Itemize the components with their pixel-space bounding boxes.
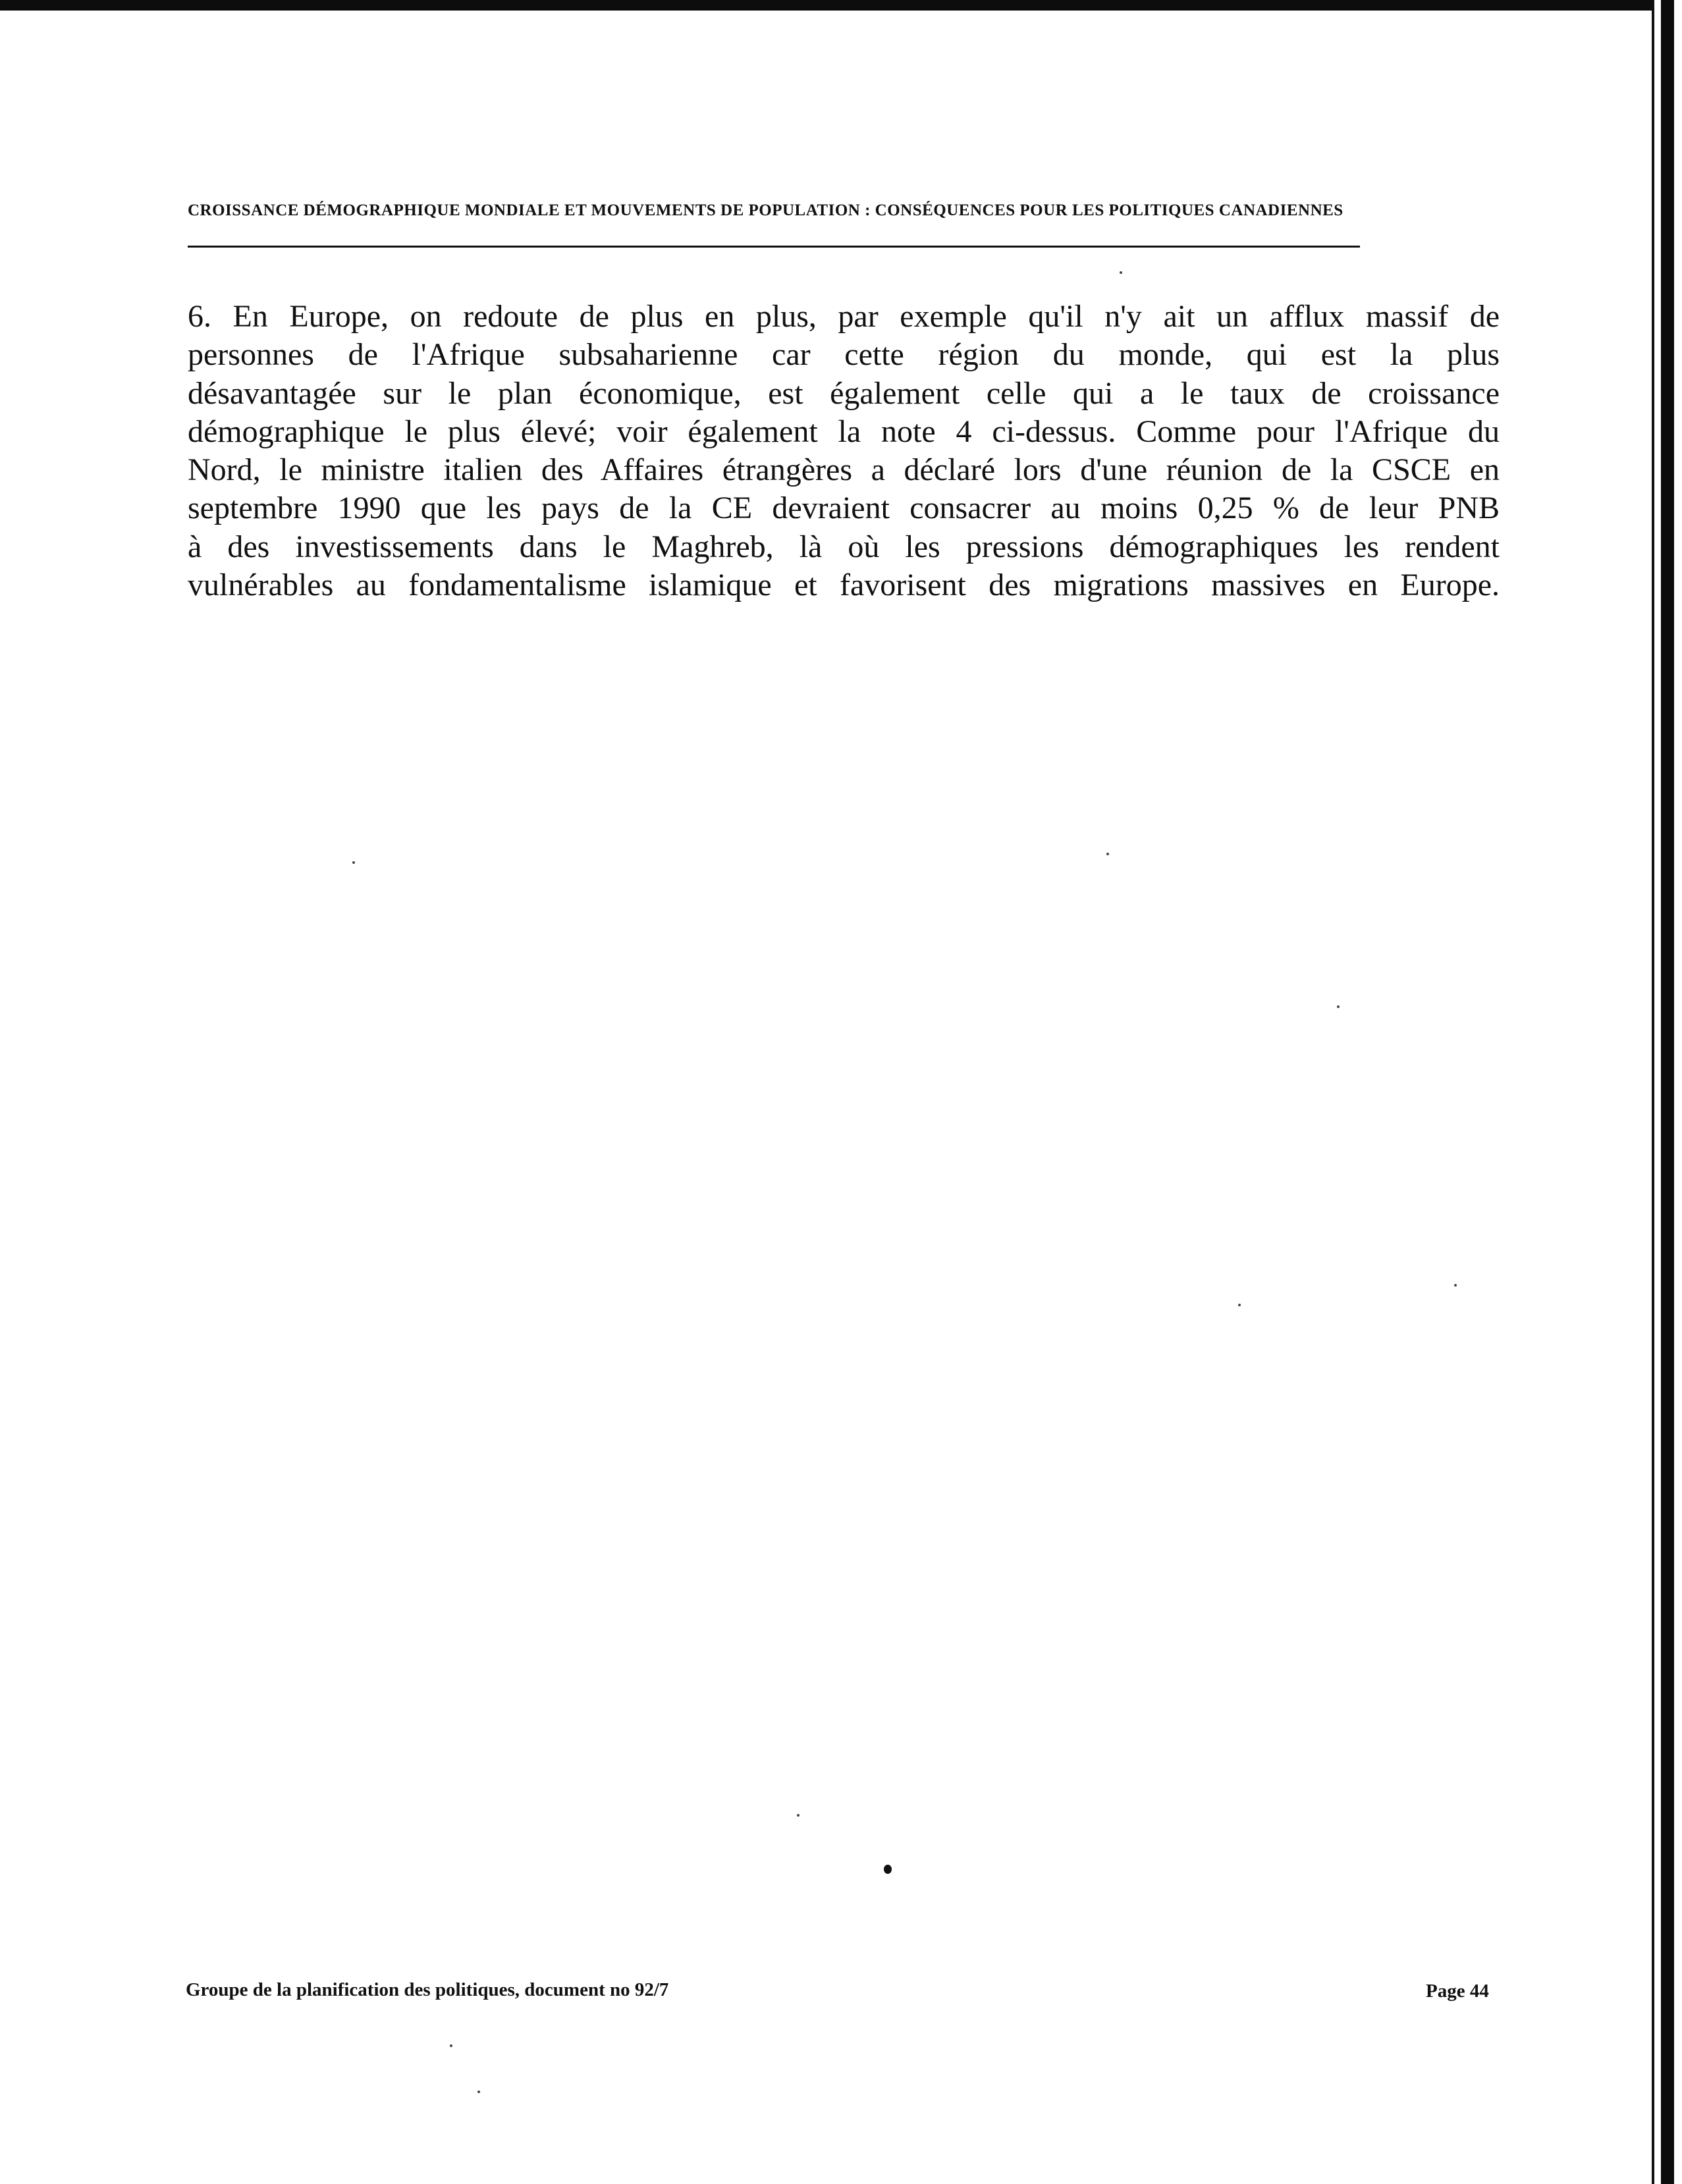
speck [1238, 1304, 1241, 1306]
header-divider [188, 246, 1360, 248]
scan-right-border [1652, 0, 1682, 2184]
paragraph-line: 6. En Europe, on redoute de plus en plus, par exemple qu'il n'y ait un afflux massif de [188, 299, 1500, 334]
footer-document-reference: Groupe de la planification des politiques, document no 92/7 [186, 1979, 669, 2000]
paragraph-line: personnes de l'Afrique subsaharienne car cette région du monde, qui est la plus [188, 337, 1500, 373]
page-number: Page 44 [1426, 1981, 1489, 2002]
paragraph-line: septembre 1990 que les pays de la CE devraient consacrer au moins 0,25 % de leur PNB [188, 491, 1500, 526]
speck [884, 1865, 892, 1874]
paragraph-line: démographique le plus élevé; voir également la note 4 ci-dessus. Comme pour l'Afrique du [188, 413, 1500, 449]
paragraph-line: vulnérables au fondamentalisme islamique et favorisent des migrations massives en Europe. [188, 568, 1500, 603]
running-header: CROISSANCE DÉMOGRAPHIQUE MONDIALE ET MOUVEMENTS DE POPULATION : CONSÉQUENCES POUR LES POLITIQUES CANADIENNES [188, 201, 1343, 219]
speck [1454, 1284, 1457, 1287]
paragraph-line: à des investissements dans le Maghreb, là où les pressions démographiques les rendent [188, 529, 1500, 564]
speck [797, 1814, 800, 1817]
speck [1120, 271, 1122, 274]
paragraph-line: désavantagée sur le plan économique, est également celle qui a le taux de croissance [188, 375, 1500, 411]
paragraph-line: Nord, le ministre italien des Affaires étrangères a déclaré lors d'une réunion de la CSCE en [188, 452, 1500, 488]
speck [1106, 853, 1109, 855]
scan-top-border [0, 0, 1682, 11]
speck [477, 2091, 480, 2093]
body-paragraph [188, 298, 1500, 604]
speck [1337, 1005, 1340, 1008]
speck [450, 2044, 452, 2047]
speck [352, 861, 355, 864]
